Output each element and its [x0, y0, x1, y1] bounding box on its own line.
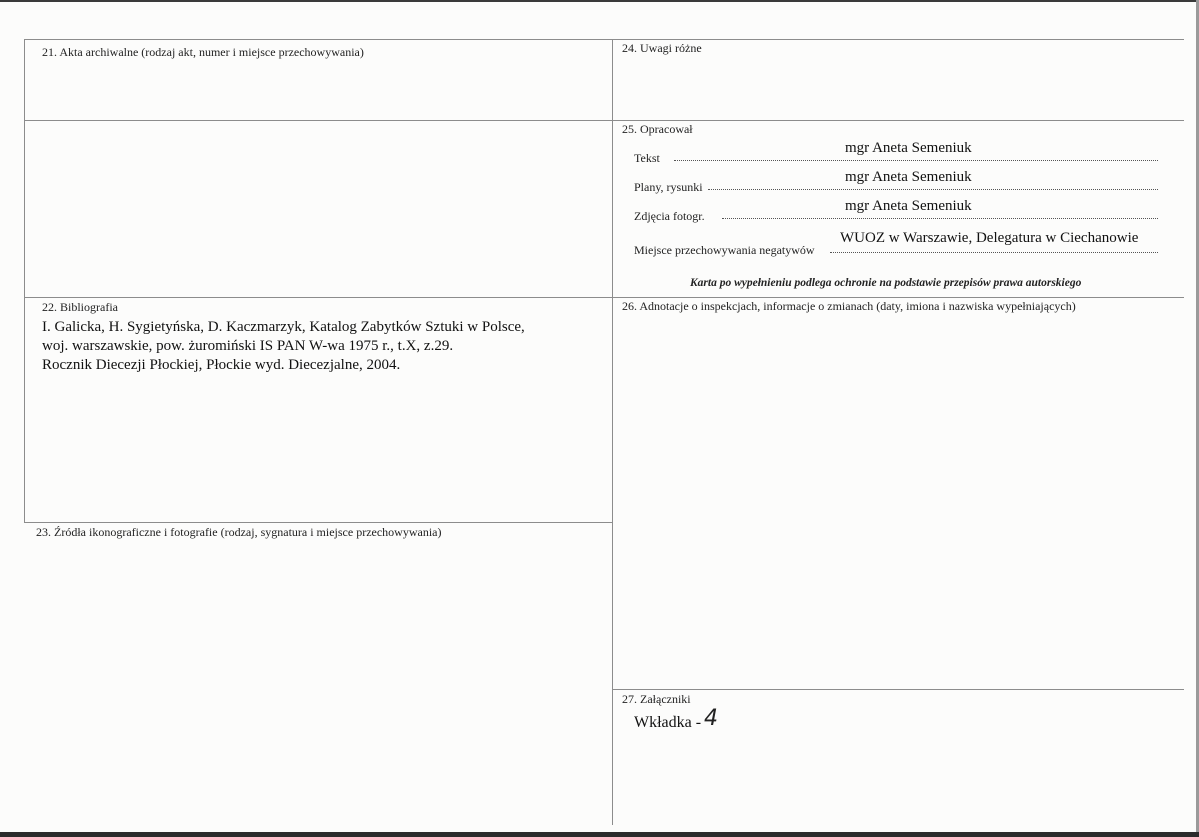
negatives-label: Miejsce przechowywania negatywów — [634, 243, 815, 257]
rule-23-top — [24, 522, 612, 523]
negatives-value: WUOZ w Warszawie, Delegatura w Ciechanowie — [840, 230, 1139, 246]
section-24-label: 24. Uwagi różne — [622, 41, 702, 55]
drawings-label: Plany, rysunki — [634, 180, 703, 194]
column-divider — [612, 39, 613, 825]
section-22-label: 22. Bibliografia — [42, 300, 118, 314]
section-27-label: 27. Załączniki — [622, 692, 691, 706]
author-text-value: mgr Aneta Semeniuk — [845, 140, 972, 156]
rule-27-top — [612, 689, 1184, 690]
page-edge-top — [0, 0, 1199, 2]
drawings-value: mgr Aneta Semeniuk — [845, 169, 972, 185]
rule-21-bottom — [24, 120, 1184, 121]
bibliography-line: woj. warszawskie, pow. żuromiński IS PAN W-wa 1975 r., t.X, z.29. — [42, 338, 454, 354]
left-border — [24, 39, 25, 523]
bibliography-entries — [42, 318, 525, 375]
drawings-dots — [708, 189, 1158, 190]
handwritten-attachment-number: 4 — [704, 706, 718, 731]
author-text-label: Tekst — [634, 151, 660, 165]
section-23-label: 23. Źródła ikonograficzne i fotografie (rodzaj, sygnatura i miejsce przechowywania) — [36, 525, 442, 539]
author-text-dots — [674, 160, 1158, 161]
section-25-label: 25. Opracował — [622, 122, 693, 136]
photos-label: Zdjęcia fotogr. — [634, 209, 705, 223]
negatives-dots — [830, 252, 1158, 253]
page-edge-bottom — [0, 832, 1199, 837]
copyright-notice: Karta po wypełnieniu podlega ochronie na podstawie przepisów prawa autorskiego — [690, 277, 1082, 289]
top-rule — [24, 39, 1184, 40]
section-26-label: 26. Adnotacje o inspekcjach, informacje o zmianach (daty, imiona i nazwiska wypełniających) — [622, 299, 1076, 313]
photos-value: mgr Aneta Semeniuk — [845, 198, 972, 214]
attachment-value: Wkładka - — [634, 714, 702, 731]
bibliography-line: I. Galicka, H. Sygietyńska, D. Kaczmarzyk, Katalog Zabytków Sztuki w Polsce, — [42, 319, 525, 335]
section-21-label: 21. Akta archiwalne (rodzaj akt, numer i miejsce przechowywania) — [42, 45, 364, 59]
bibliography-line: Rocznik Diecezji Płockiej, Płockie wyd. Diecezjalne, 2004. — [42, 357, 401, 373]
photos-dots — [722, 218, 1158, 219]
rule-22-top — [24, 297, 1184, 298]
